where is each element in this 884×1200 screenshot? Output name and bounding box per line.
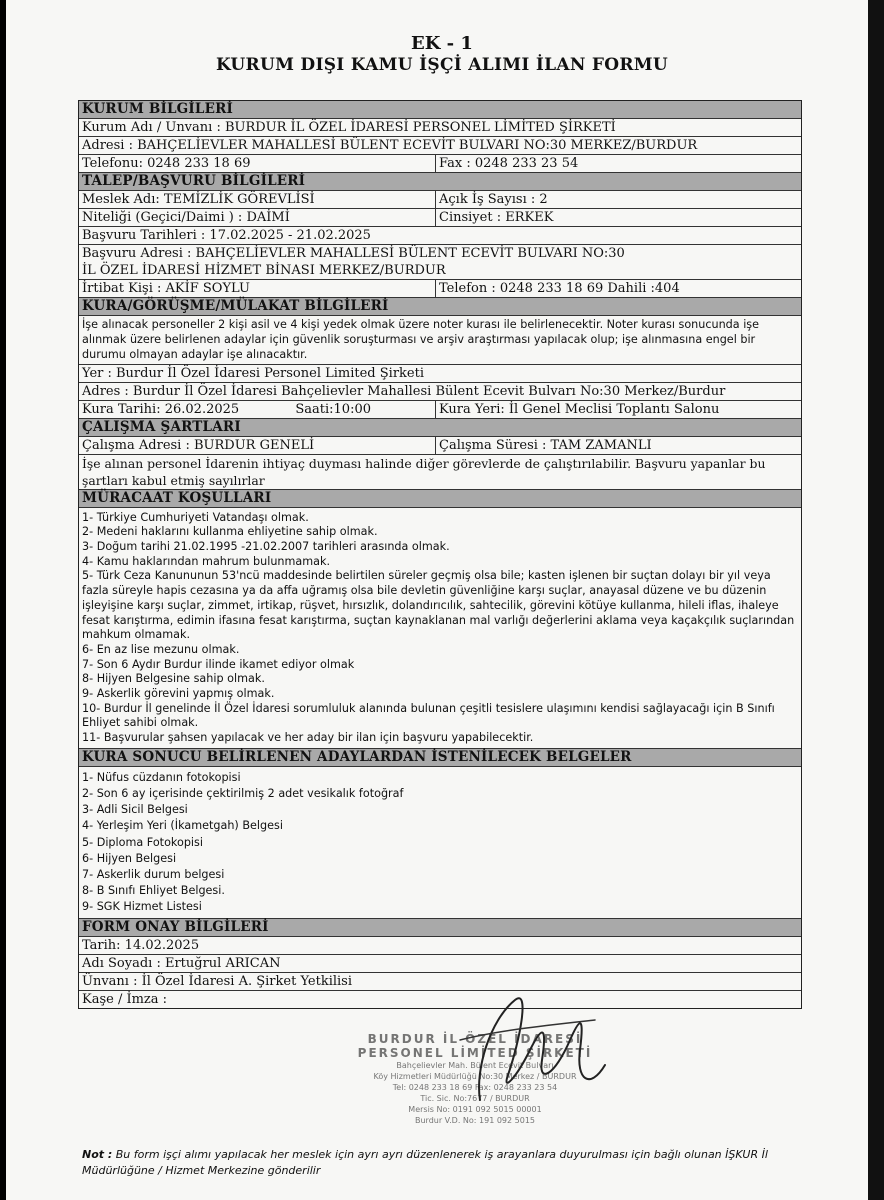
- form-code: EK - 1: [411, 33, 473, 54]
- list-item: 4- Kamu haklarından mahrum bulunmamak.: [82, 554, 331, 568]
- list-item: 3- Adli Sicil Belgesi: [82, 803, 188, 817]
- list-item: 1- Nüfus cüzdanın fotokopisi: [82, 770, 241, 784]
- kura-tarih: Kura Tarihi: 26.02.2025: [82, 401, 240, 417]
- section-kura-header: KURA/GÖRÜŞME/MÜLAKAT BİLGİLERİ: [79, 298, 801, 316]
- section-belgeler-header: KURA SONUCU BELİRLENEN ADAYLARDAN İSTENİLECEK BELGELER: [79, 749, 801, 767]
- section-onay-header: FORM ONAY BİLGİLERİ: [79, 919, 801, 937]
- talep-irtibat: İrtibat Kişi : AKİF SOYLU: [79, 280, 436, 297]
- kura-yer: Yer : Burdur İl Özel İdaresi Personel Limited Şirketi: [79, 365, 801, 383]
- list-item: 7- Askerlik durum belgesi: [82, 868, 225, 882]
- handwritten-signature: [420, 980, 620, 1120]
- kura-tarih-cell: [79, 401, 436, 418]
- talep-meslek-row: [79, 191, 801, 209]
- stamp-line-3: Bahçelievler Mah. Bülent Ecevit Bulvarı: [396, 1061, 554, 1070]
- kura-adres: Adres : Burdur İl Özel İdaresi Bahçelievler Mahallesi Bülent Ecevit Bulvarı No:30 Merkez/Burdur: [79, 383, 801, 401]
- note-text: Bu form işçi alımı yapılacak her meslek için ayrı ayrı düzenlenerek iş arayanlara duyurulması için bağlı olunan İŞKUR İl Müdürlüğüne / Hizmet Merkezine gönderilir: [82, 1148, 768, 1177]
- calisma-sure: Çalışma Süresi : TAM ZAMANLI: [439, 437, 652, 453]
- talep-adres: [79, 245, 801, 280]
- kura-aciklama: İşe alınacak personeller 2 kişi asil ve 4 kişi yedek olmak üzere noter kurası ile belirlenecektir. Noter kurası sonucunda işe alınmak üzere belirlenen adaylar için güvenlik soruşturması ve arşiv araştırması yapılacak olup; işe alınmasına engel bir durumu olmayan adaylar işe alınacaktır.: [79, 316, 801, 365]
- stamp-line-7: Mersis No: 0191 092 5015 00001: [408, 1105, 542, 1114]
- section-talep-header: TALEP/BAŞVURU BİLGİLERİ: [79, 173, 801, 191]
- kurum-adi: Kurum Adı / Unvanı : BURDUR İL ÖZEL İDARESİ PERSONEL LİMİTED ŞİRKETİ: [79, 119, 801, 137]
- stamp-line-1: BURDUR İL ÖZEL İDARESİ: [367, 1032, 583, 1046]
- section-muracaat-header: MÜRACAAT KOŞULLARI: [79, 490, 801, 508]
- list-item: 10- Burdur İl genelinde İl Özel İdaresi sorumluluk alanında bulunan çeşitli tesislere ulaşımını kendisi sağlayacağı için B Sınıfı Ehliyet sahibi olmak.: [82, 701, 775, 730]
- stamp-line-5: Tel: 0248 233 18 69 Fax: 0248 233 23 54: [392, 1083, 558, 1092]
- list-item: 3- Doğum tarihi 21.02.1995 -21.02.2007 tarihleri arasında olmak.: [82, 540, 450, 554]
- announcement-form: [78, 100, 802, 1009]
- talep-cinsiyet: Cinsiyet : ERKEK: [439, 210, 554, 225]
- stamp-line-4: Köy Hizmetleri Müdürlüğü No:30 Merkez / BURDUR: [373, 1072, 577, 1081]
- belgeler-list: [79, 767, 801, 919]
- kurum-adres: Adresi : BAHÇELİEVLER MAHALLESİ BÜLENT ECEVİT BULVARI NO:30 MERKEZ/BURDUR: [79, 137, 801, 155]
- list-item: 9- SGK Hizmet Listesi: [82, 900, 202, 914]
- stamp-line-8: Burdur V.D. No: 191 092 5015: [414, 1116, 536, 1125]
- calisma-aciklama: İşe alınan personel İdarenin ihtiyaç duyması halinde diğer görevlerde de çalıştırılabilir. Başvuru yapanlar bu şartları kabul etmiş sayılırlar: [79, 455, 801, 490]
- list-item: 9- Askerlik görevini yapmış olmak.: [82, 687, 275, 701]
- list-item: 6- En az lise mezunu olmak.: [82, 642, 240, 656]
- list-item: 8- B Sınıfı Ehliyet Belgesi.: [82, 884, 225, 898]
- talep-adres-line1: Başvuru Adresi : BAHÇELİEVLER MAHALLESİ BÜLENT ECEVİT BULVARI NO:30: [82, 246, 625, 261]
- kurum-telefon: Telefonu: 0248 233 18 69: [79, 155, 436, 172]
- calisma-row: [79, 437, 801, 455]
- stamp-line-6: Tic. Sic. No:7677 / BURDUR: [420, 1094, 530, 1103]
- list-item: 2- Medeni haklarını kullanma ehliyetine sahip olmak.: [82, 525, 378, 539]
- list-item: 5- Diploma Fotokopisi: [82, 835, 203, 849]
- list-item: 2- Son 6 ay içerisinde çektirilmiş 2 adet vesikalık fotoğraf: [82, 787, 404, 801]
- list-item: 7- Son 6 Aydır Burdur ilinde ikamet ediyor olmak: [82, 657, 355, 671]
- kurum-contact-row: [79, 155, 801, 173]
- section-calisma-header: ÇALIŞMA ŞARTLARI: [79, 419, 801, 437]
- onay-tarih: Tarih: 14.02.2025: [79, 937, 801, 955]
- talep-tarihler: Başvuru Tarihleri : 17.02.2025 - 21.02.2025: [79, 227, 801, 245]
- talep-niteligi: Niteliği (Geçici/Daimi ) : DAİMİ: [79, 209, 436, 226]
- calisma-adres: Çalışma Adresi : BURDUR GENELİ: [79, 437, 436, 454]
- onay-ad-soyad: Adı Soyadı : Ertuğrul ARICAN: [79, 955, 801, 973]
- stamp-line-2: PERSONEL LİMİTED ŞİRKETİ: [357, 1046, 593, 1060]
- list-item: 4- Yerleşim Yeri (İkametgah) Belgesi: [82, 819, 283, 833]
- talep-irtibat-tel: Telefon : 0248 233 18 69 Dahili :404: [439, 281, 680, 296]
- form-title: KURUM DIŞI KAMU İŞÇİ ALIMI İLAN FORMU: [215, 55, 669, 75]
- kura-saat: Saati:10:00: [295, 401, 371, 417]
- list-item: 8- Hijyen Belgesine sahip olmak.: [82, 672, 265, 686]
- talep-meslek: Meslek Adı: TEMİZLİK GÖREVLİSİ: [79, 191, 436, 208]
- note-label: Not :: [82, 1148, 113, 1161]
- page-edge: [868, 0, 884, 1200]
- talep-irtibat-row: [79, 280, 801, 298]
- kurum-fax: Fax : 0248 233 23 54: [439, 156, 579, 171]
- list-item: 1- Türkiye Cumhuriyeti Vatandaşı olmak.: [82, 510, 309, 524]
- muracaat-list: [79, 508, 801, 749]
- talep-acik-is: Açık İş Sayısı : 2: [439, 192, 548, 207]
- talep-adres-line2: İL ÖZEL İDARESİ HİZMET BİNASI MERKEZ/BURDUR: [82, 263, 446, 278]
- list-item: 6- Hijyen Belgesi: [82, 851, 177, 865]
- onay-kase-imza: Kaşe / İmza :: [82, 991, 168, 1007]
- talep-nitelik-row: [79, 209, 801, 227]
- kura-yeri: Kura Yeri: İl Genel Meclisi Toplantı Salonu: [439, 401, 720, 417]
- list-item: 11- Başvurular şahsen yapılacak ve her aday bir ilan için başvuru yapabilecektir.: [82, 731, 534, 745]
- onay-unvan: Ünvanı : İl Özel İdaresi A. Şirket Yetkilisi: [79, 973, 801, 991]
- list-item: 5- Türk Ceza Kanununun 53'ncü maddesinde belirtilen süreler geçmiş olsa bile; kasten işlenen bir suçtan dolayı bir yıl veya fazla süreyle hapis cezasına ya da affa uğramış olsa bile devletin güvenliğine karşı suçlar, anayasal düzene ve bu düzenin işleyişine karşı suçlar, zimmet, irtikap, rüşvet, hırsızlık, dolandırıcılık, sahtecilik, görevini kötüye kullanma, hileli iflas, ihaleye fesat karıştırma, edimin ifasına fesat karıştırma, suçtan kaynaklanan mal varlığı değerlerini aklama veya kaçakçılık suçlarından mahkum olmamak.: [82, 569, 795, 642]
- kura-tarih-row: [79, 401, 801, 419]
- footer-note: [82, 1147, 802, 1179]
- section-kurum-header: KURUM BİLGİLERİ: [79, 101, 801, 119]
